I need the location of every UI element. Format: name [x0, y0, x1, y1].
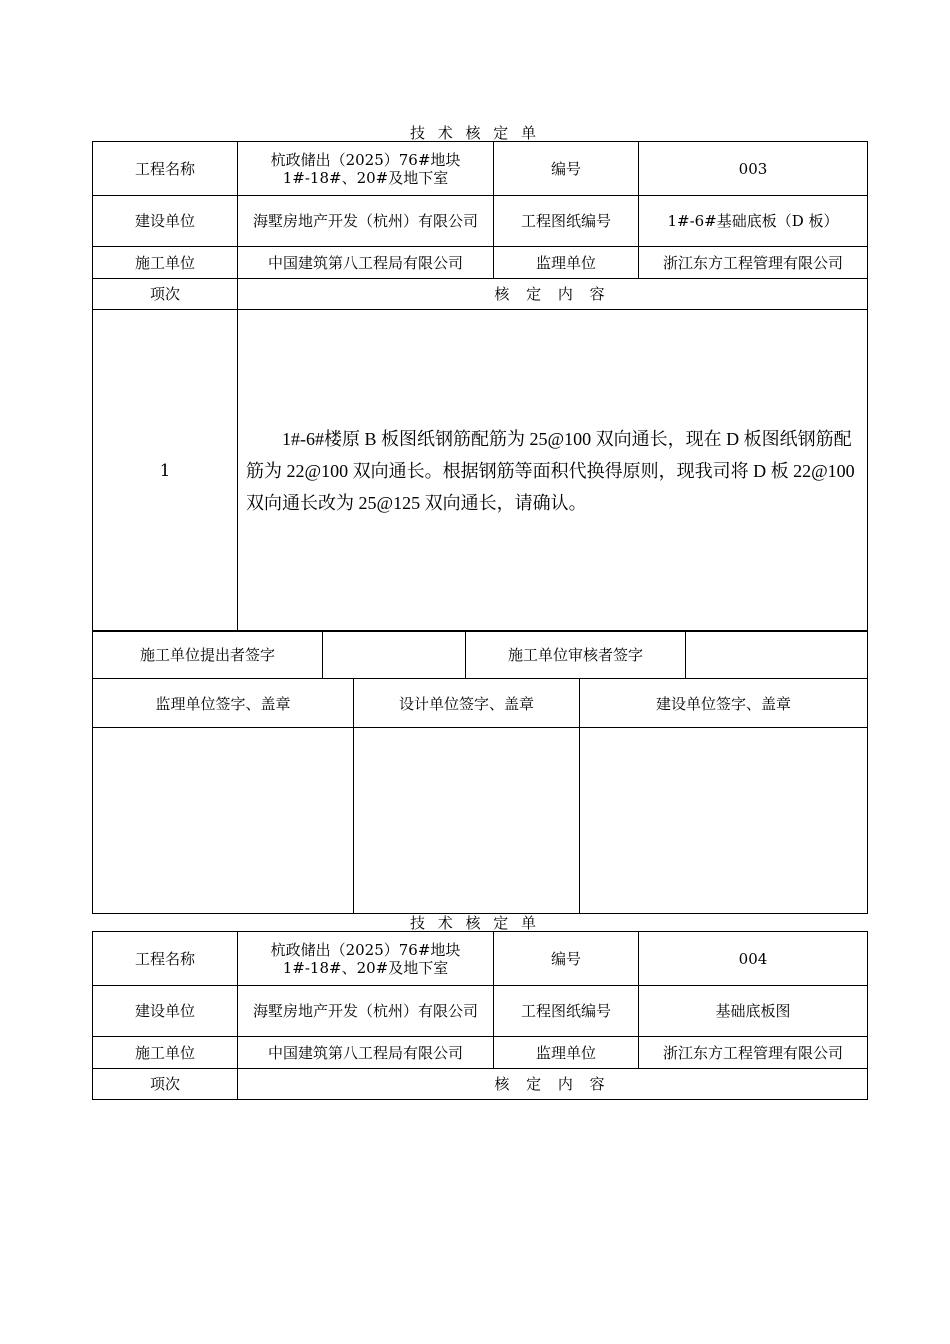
- project-name-label: 工程名称: [93, 142, 238, 196]
- item-column-label: 项次: [93, 279, 238, 310]
- number-label: 编号: [494, 932, 639, 986]
- content-column-label: 核 定 内 容: [238, 279, 868, 310]
- stamp-table: [92, 678, 868, 914]
- proposer-signature-label: 施工单位提出者签字: [93, 631, 323, 679]
- item-content: [238, 310, 868, 632]
- supervisor-sign-label: 监理单位签字、盖章: [93, 679, 354, 728]
- number-value: 003: [639, 142, 868, 196]
- owner-value: 海墅房地产开发（杭州）有限公司: [238, 196, 494, 247]
- supervisor-value: 浙江东方工程管理有限公司: [639, 247, 868, 279]
- form-title: 技 术 核 定 单: [409, 124, 541, 142]
- content-column-label: 核 定 内 容: [238, 1069, 868, 1100]
- owner-stamp-area[interactable]: [580, 728, 868, 914]
- supervisor-label: 监理单位: [494, 247, 639, 279]
- form-title: 技 术 核 定 单: [409, 914, 541, 932]
- contractor-label: 施工单位: [93, 1037, 238, 1069]
- form-header-table: [92, 141, 868, 632]
- reviewer-signature-label: 施工单位审核者签字: [466, 631, 686, 679]
- project-name-value: 杭政储出（2025）76#地块 1#-18#、20#及地下室: [238, 142, 494, 196]
- item-column-label: 项次: [93, 1069, 238, 1100]
- proposer-signature-field[interactable]: [323, 631, 466, 679]
- number-value: 004: [639, 932, 868, 986]
- designer-sign-label: 设计单位签字、盖章: [354, 679, 580, 728]
- supervisor-label: 监理单位: [494, 1037, 639, 1069]
- contractor-label: 施工单位: [93, 247, 238, 279]
- designer-stamp-area[interactable]: [354, 728, 580, 914]
- drawing-number-value: 1#-6#基础底板（D 板）: [639, 196, 868, 247]
- owner-label: 建设单位: [93, 986, 238, 1037]
- supervisor-value: 浙江东方工程管理有限公司: [639, 1037, 868, 1069]
- contractor-value: 中国建筑第八工程局有限公司: [238, 1037, 494, 1069]
- owner-value: 海墅房地产开发（杭州）有限公司: [238, 986, 494, 1037]
- project-name-value: 杭政储出（2025）76#地块 1#-18#、20#及地下室: [238, 932, 494, 986]
- item-content-text: 1#-6#楼原 B 板图纸钢筋配筋为 25@100 双向通长，现在 D 板图纸钢筋配筋为 22@100 双向通长。根据钢筋等面积代换得原则，现我司将 D 板 22@100 双向通长改为 25@125 双向通长，请确认。: [246, 428, 855, 513]
- drawing-number-label: 工程图纸编号: [494, 196, 639, 247]
- owner-label: 建设单位: [93, 196, 238, 247]
- number-label: 编号: [494, 142, 639, 196]
- drawing-number-value: 基础底板图: [639, 986, 868, 1037]
- form-header-table: [92, 931, 868, 1100]
- reviewer-signature-field[interactable]: [686, 631, 868, 679]
- item-index: 1: [93, 310, 238, 632]
- contractor-value: 中国建筑第八工程局有限公司: [238, 247, 494, 279]
- supervisor-stamp-area[interactable]: [93, 728, 354, 914]
- signature-row-table: [92, 630, 868, 679]
- drawing-number-label: 工程图纸编号: [494, 986, 639, 1037]
- project-name-label: 工程名称: [93, 932, 238, 986]
- owner-sign-label: 建设单位签字、盖章: [580, 679, 868, 728]
